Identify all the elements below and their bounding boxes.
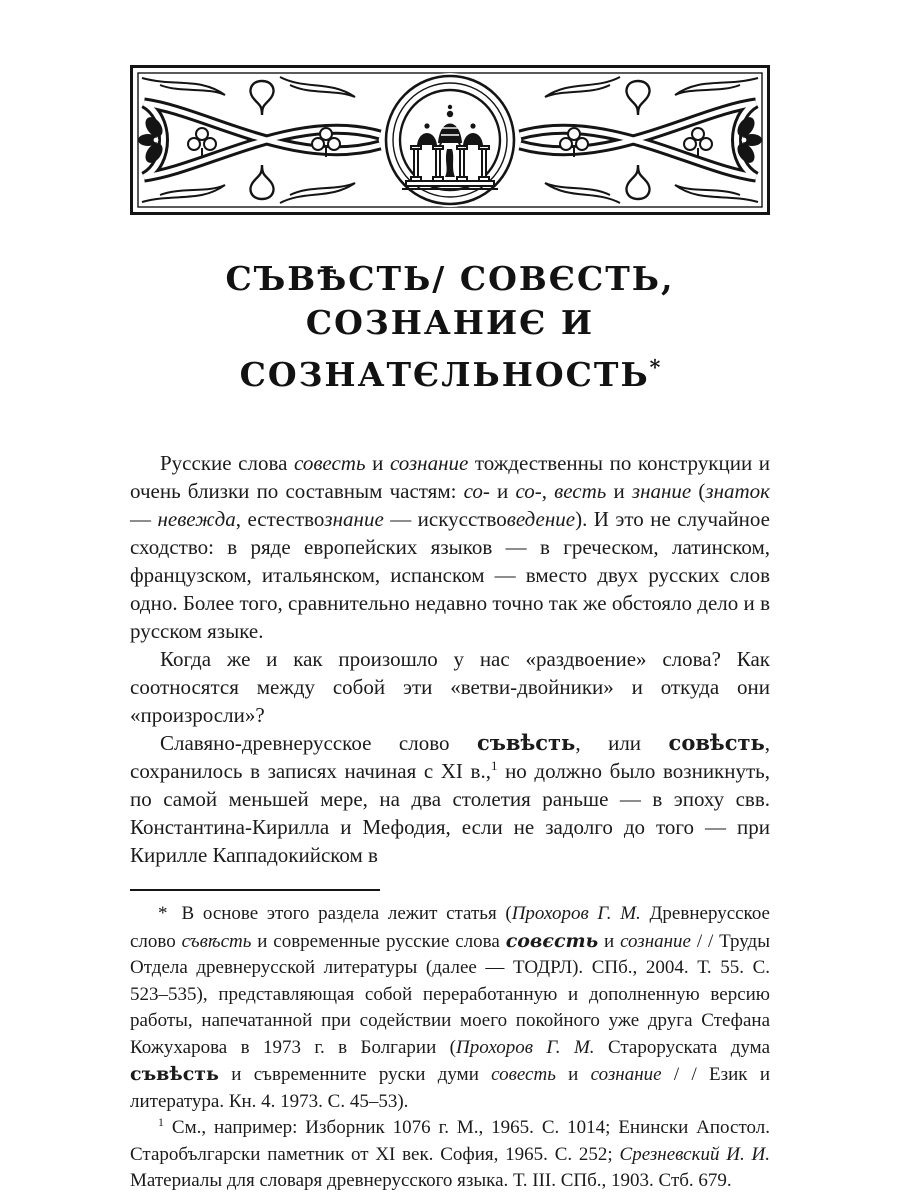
title-line-2: СОЗНАТЄЛЬНОСТЬ bbox=[239, 355, 650, 394]
footnote-star: * В основе этого раздела лежит статья (Прохоров Г. М. Древнерусское слово съвѣсть и современные русские слова совєсть и сознание / / Труды Отдела древнерусской литературы (далее — ТОДРЛ). СПб., 2004. Т. 55. С. 523–535), представляющая собой переработанную и дополненную версию работы, напечатанной при содействии моего покойного уже друга Стефана Кожухарова в 1973 г. в Болгарии (Прохоров Г. М. Староруската дума съвѣсть и съвременните руски думи совесть и сознание / / Език и литература. Кн. 4. 1973. С. 45–53). bbox=[130, 903, 771, 1112]
footnote-star-marker: * bbox=[158, 903, 168, 924]
body-paragraph-2: Когда же и как произошло у нас «раздвоение» слова? Как соотносятся между собой эти «ветви-двойники» и откуда они «произросли»? bbox=[130, 647, 770, 727]
body-text bbox=[130, 449, 770, 869]
footnote-1: $^1$ См., например: Изборник 1076 г. М., 1965. С. 1014; Енински Апостол. Старобългарски паметник от XI век. София, 1965. С. 252; Срезневский И. И. Материалы для словаря древнерусского языка. Т. III. СПб., 1903. Стб. 679. bbox=[130, 1115, 770, 1191]
body-paragraph-1: Русские слова совесть и сознание тождественны по конструкции и очень близки по составным частям: со- и со-, весть и знание (знаток — невежда, естествознание — искусствоведение). И это не случайное сходство: в ряде европейских языков — в греческом, латинском, французском, итальянском, испанском — вместо двух русских слов одно. Более того, сравнительно недавно точно так же обстояло дело и в русском языке. bbox=[130, 451, 770, 643]
footnote-1-marker: 1 bbox=[158, 1115, 164, 1129]
page-title bbox=[130, 257, 770, 397]
body-paragraph-3: Славяно-древнерусское слово съвѣсть, или совѣсть, сохранилось в записях начиная с XI в.,$^1$ но должно было возникнуть, по самой меньшей мере, на два столетия раньше — в эпоху свв. Константина-Кирилла и Мефодия, если не задолго до того — при Кирилле Каппадокийском в bbox=[130, 730, 771, 867]
page-content bbox=[130, 0, 770, 1195]
footnote-separator-rule bbox=[130, 889, 380, 891]
title-footnote-marker: * bbox=[649, 355, 661, 379]
title-line-1: СЪВѢСТЬ/ СОВЄСТЬ, СОЗНАНИЄ И bbox=[225, 259, 675, 342]
headpiece-engraving-icon bbox=[130, 65, 770, 215]
headpiece-ornament bbox=[130, 65, 770, 215]
footnotes bbox=[130, 901, 770, 1195]
